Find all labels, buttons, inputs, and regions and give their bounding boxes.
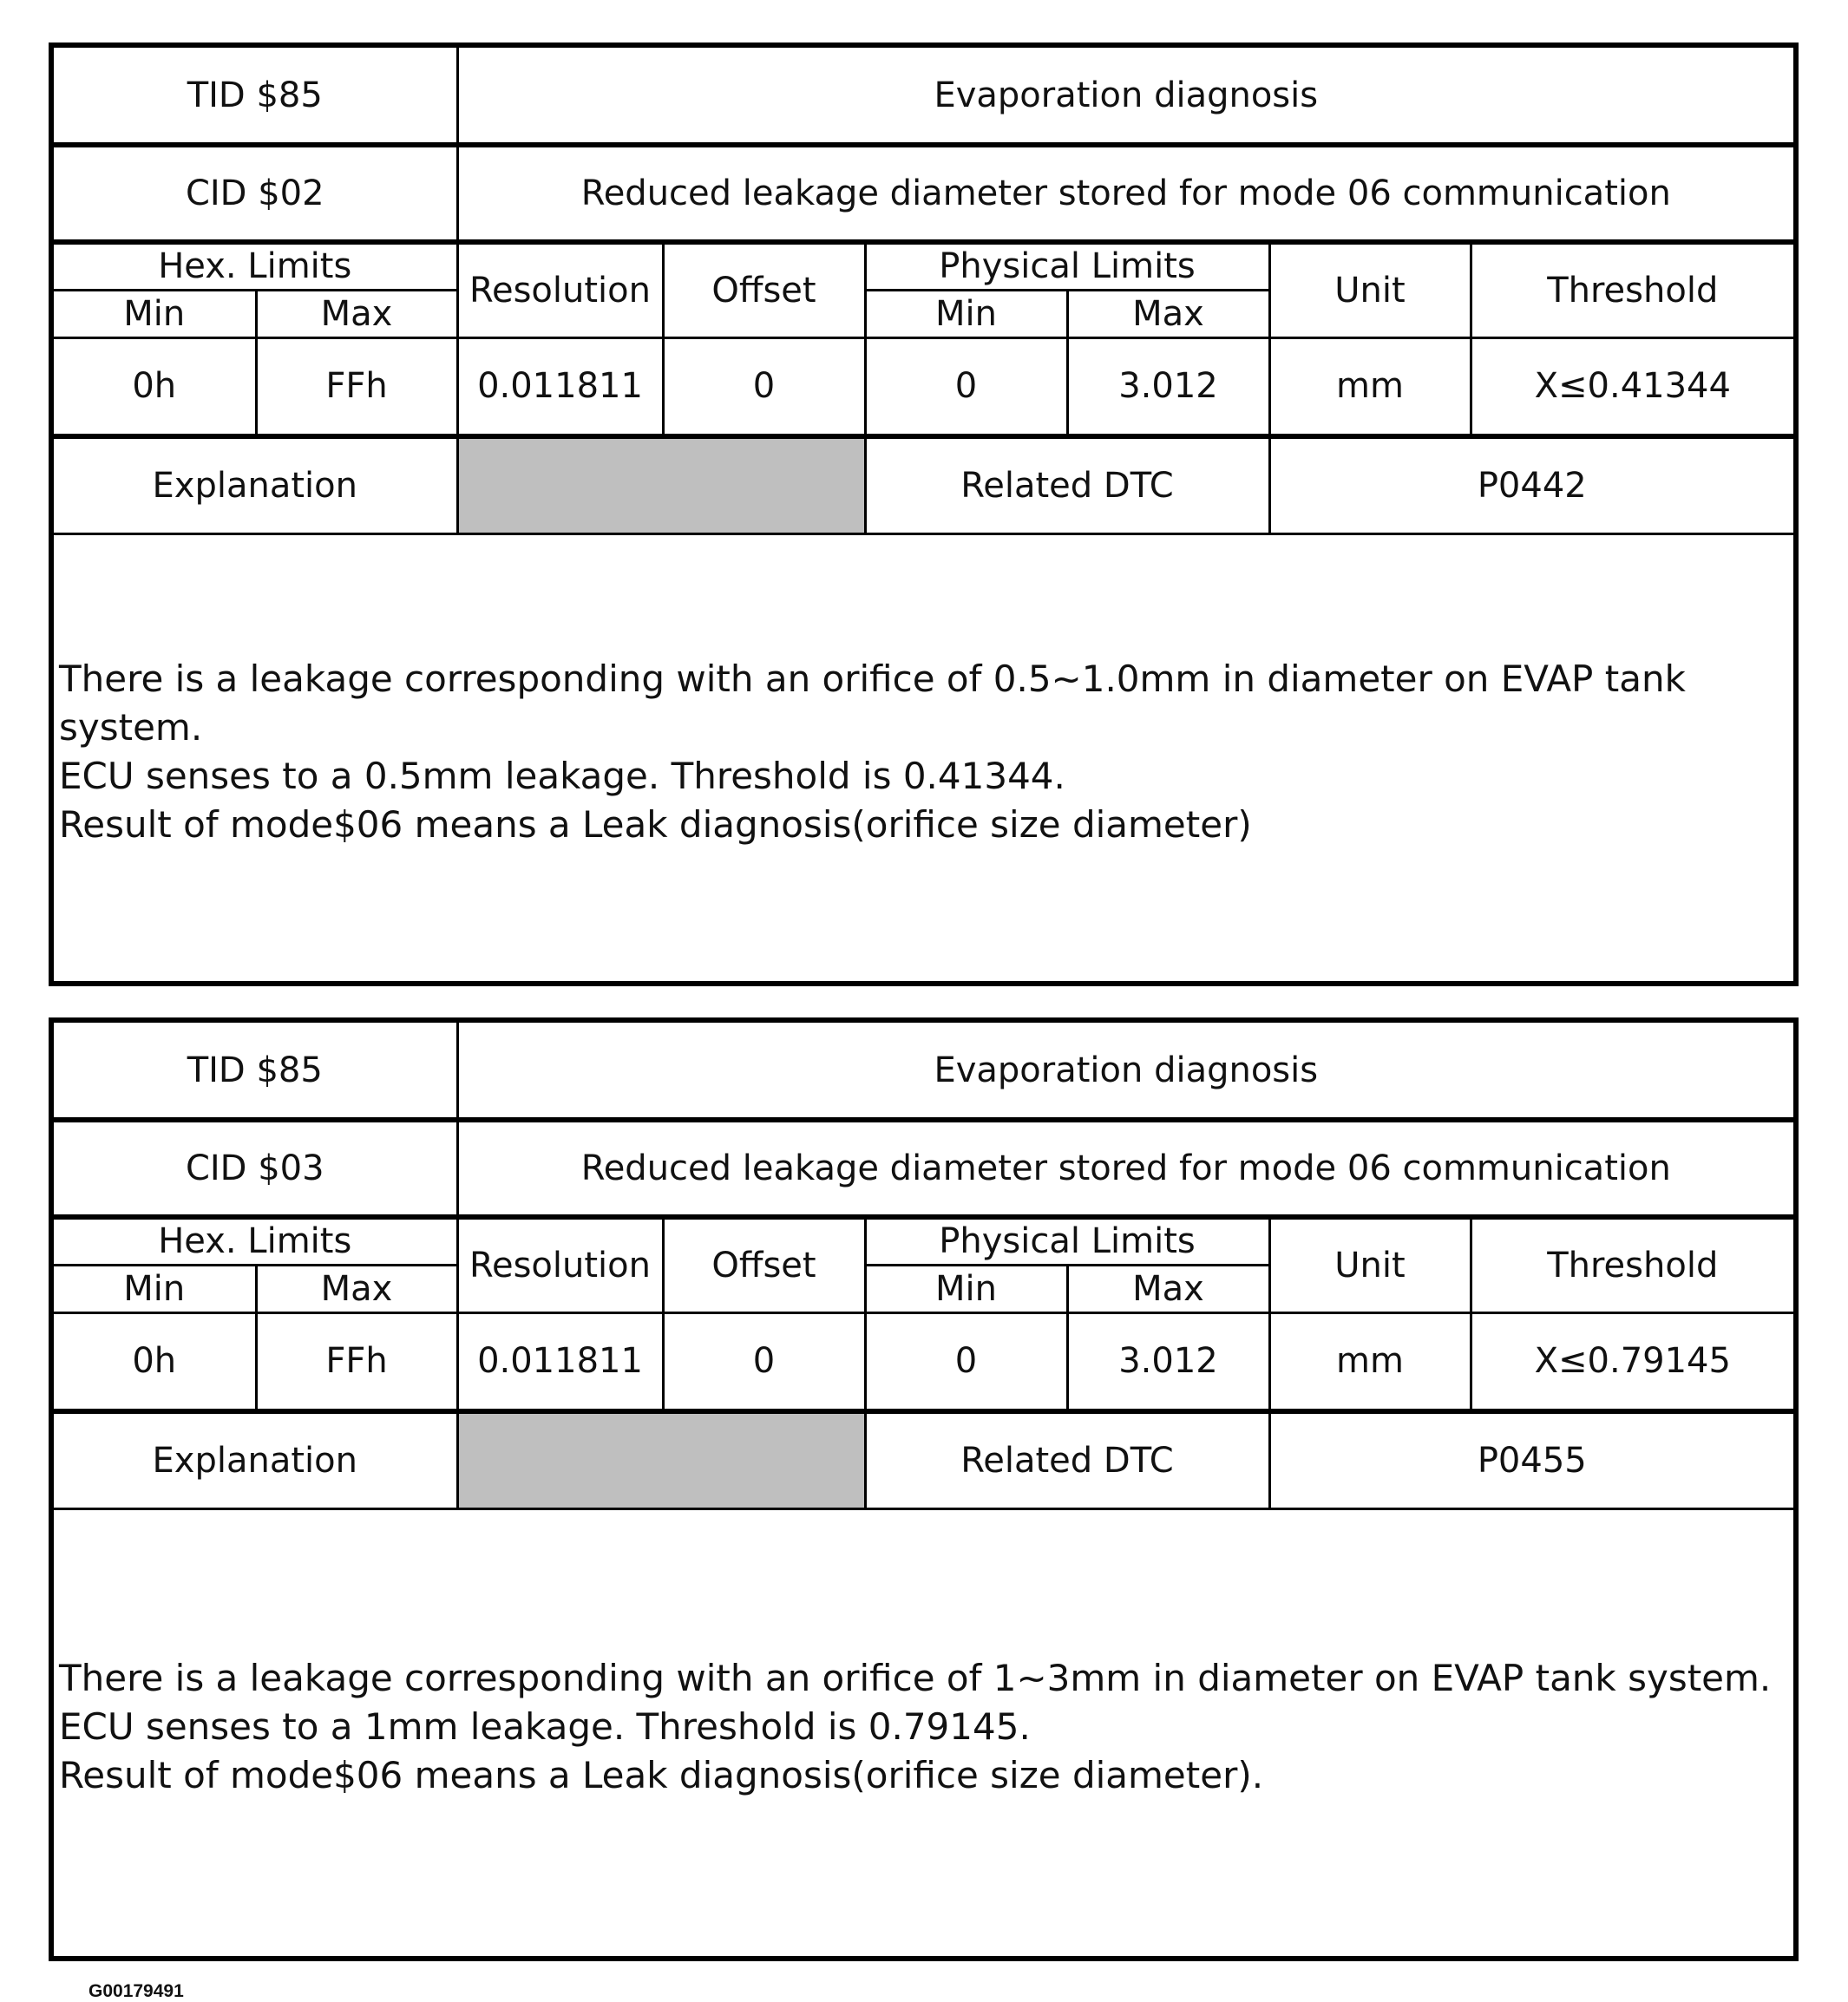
resolution-header: Resolution xyxy=(457,242,663,337)
hex-min-value: 0h xyxy=(54,337,256,436)
related-dtc-label: Related DTC xyxy=(865,1411,1269,1508)
explanation-text xyxy=(54,533,1793,970)
tid-description: Evaporation diagnosis xyxy=(457,48,1793,145)
explanation-line: There is a leakage corresponding with an orifice of 0.5~1.0mm in diameter on EVAP tank system. xyxy=(59,658,1686,749)
phys-max-header: Max xyxy=(1067,290,1269,337)
hex-min-header: Min xyxy=(54,290,256,337)
offset-value: 0 xyxy=(663,337,865,436)
resolution-value: 0.011811 xyxy=(457,337,663,436)
explanation-line: ECU senses to a 0.5mm leakage. Threshold is 0.41344. xyxy=(59,755,1065,798)
hex-max-header: Max xyxy=(256,1265,457,1312)
tid-description: Evaporation diagnosis xyxy=(457,1023,1793,1120)
related-dtc-code: P0455 xyxy=(1269,1411,1793,1508)
related-dtc-label: Related DTC xyxy=(865,436,1269,533)
unit-header: Unit xyxy=(1269,1217,1471,1312)
diagnostic-panel-cid-02 xyxy=(49,43,1799,986)
cid-label: CID $03 xyxy=(54,1120,457,1217)
phys-max-header: Max xyxy=(1067,1265,1269,1312)
resolution-header: Resolution xyxy=(457,1217,663,1312)
explanation-line: ECU senses to a 1mm leakage. Threshold is 0.79145. xyxy=(59,1705,1031,1749)
explanation-line: There is a leakage corresponding with an orifice of 1~3mm in diameter on EVAP tank system. xyxy=(59,1657,1772,1700)
hex-limits-header: Hex. Limits xyxy=(54,1217,457,1265)
explanation-line: Result of mode$06 means a Leak diagnosis(orifice size diameter) xyxy=(59,803,1252,847)
hex-max-value: FFh xyxy=(256,1312,457,1411)
hex-min-header: Min xyxy=(54,1265,256,1312)
phys-max-value: 3.012 xyxy=(1067,337,1269,436)
related-dtc-code: P0442 xyxy=(1269,436,1793,533)
offset-value: 0 xyxy=(663,1312,865,1411)
unit-header: Unit xyxy=(1269,242,1471,337)
cid-label: CID $02 xyxy=(54,145,457,242)
hex-limits-header: Hex. Limits xyxy=(54,242,457,290)
phys-max-value: 3.012 xyxy=(1067,1312,1269,1411)
offset-header: Offset xyxy=(663,242,865,337)
hex-max-header: Max xyxy=(256,290,457,337)
phys-min-header: Min xyxy=(865,1265,1067,1312)
explanation-label: Explanation xyxy=(54,436,457,533)
cid-description: Reduced leakage diameter stored for mode 06 communication xyxy=(457,1120,1793,1217)
offset-header: Offset xyxy=(663,1217,865,1312)
unit-value: mm xyxy=(1269,337,1471,436)
physical-limits-header: Physical Limits xyxy=(865,1217,1269,1265)
threshold-value: X≤0.41344 xyxy=(1471,337,1793,436)
hex-max-value: FFh xyxy=(256,337,457,436)
explanation-text xyxy=(54,1508,1793,1945)
explanation-label: Explanation xyxy=(54,1411,457,1508)
hex-min-value: 0h xyxy=(54,1312,256,1411)
threshold-header: Threshold xyxy=(1471,242,1793,337)
resolution-value: 0.011811 xyxy=(457,1312,663,1411)
explanation-line: Result of mode$06 means a Leak diagnosis(orifice size diameter). xyxy=(59,1754,1264,1797)
cid-description: Reduced leakage diameter stored for mode 06 communication xyxy=(457,145,1793,242)
shaded-blank-cell xyxy=(457,1411,865,1508)
phys-min-header: Min xyxy=(865,290,1067,337)
physical-limits-header: Physical Limits xyxy=(865,242,1269,290)
threshold-header: Threshold xyxy=(1471,1217,1793,1312)
phys-min-value: 0 xyxy=(865,337,1067,436)
diagnostic-panel-cid-03 xyxy=(49,1017,1799,1961)
tid-label: TID $85 xyxy=(54,48,457,145)
threshold-value: X≤0.79145 xyxy=(1471,1312,1793,1411)
diagnostic-table xyxy=(54,1023,1793,1945)
diagnostic-table xyxy=(54,48,1793,970)
tid-label: TID $85 xyxy=(54,1023,457,1120)
unit-value: mm xyxy=(1269,1312,1471,1411)
shaded-blank-cell xyxy=(457,436,865,533)
figure-id: G00179491 xyxy=(88,1981,184,2001)
phys-min-value: 0 xyxy=(865,1312,1067,1411)
